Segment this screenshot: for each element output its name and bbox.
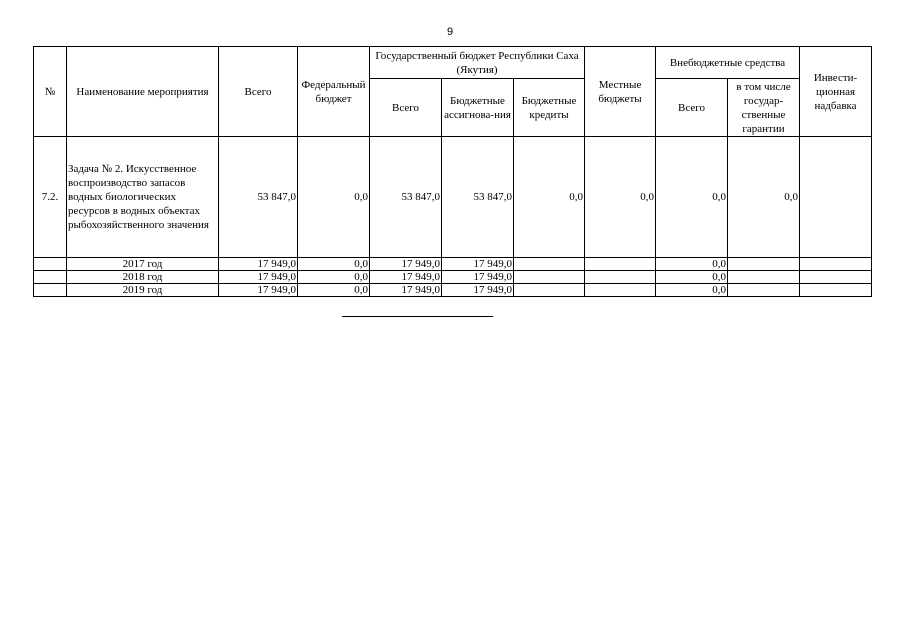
header-extra-budget: Внебюджетные средства: [656, 47, 800, 79]
year-invest: [800, 258, 872, 271]
header-state-credits: Бюджетные кредиты: [514, 79, 585, 137]
task-name: Задача № 2. Искусственное воспроизводство запасов водных биологических ресурсов в водных объектах рыбохозяйственного значения: [67, 137, 219, 258]
task-federal: 0,0: [298, 137, 370, 258]
year-total: 17 949,0: [219, 271, 298, 284]
year-federal: 0,0: [298, 284, 370, 297]
year-row: [34, 271, 872, 284]
year-federal: 0,0: [298, 271, 370, 284]
year-extra-total: 0,0: [656, 284, 728, 297]
year-state-allocations: 17 949,0: [442, 284, 514, 297]
header-federal: Федеральный бюджет: [298, 47, 370, 137]
header-total: Всего: [219, 47, 298, 137]
year-local: [585, 271, 656, 284]
task-extra-total: 0,0: [656, 137, 728, 258]
year-extra-guarantees: [728, 271, 800, 284]
year-extra-total: 0,0: [656, 258, 728, 271]
year-local: [585, 284, 656, 297]
header-local: Местные бюджеты: [585, 47, 656, 137]
year-federal: 0,0: [298, 258, 370, 271]
page-number: 9: [447, 26, 454, 38]
header-no: №: [34, 47, 67, 137]
header-name: Наименование мероприятия: [67, 47, 219, 137]
year-state-allocations: 17 949,0: [442, 258, 514, 271]
year-row: [34, 258, 872, 271]
header-extra-guarantees: в том числе государ-ственные гарантии: [728, 79, 800, 137]
header-state-allocations: Бюджетные ассигнова-ния: [442, 79, 514, 137]
task-state-total: 53 847,0: [370, 137, 442, 258]
year-label: 2018 год: [67, 271, 219, 284]
task-total: 53 847,0: [219, 137, 298, 258]
header-state-total: Всего: [370, 79, 442, 137]
year-label: 2019 год: [67, 284, 219, 297]
year-no: [34, 284, 67, 297]
year-label: 2017 год: [67, 258, 219, 271]
year-state-credits: [514, 284, 585, 297]
task-extra-guarantees: 0,0: [728, 137, 800, 258]
year-invest: [800, 284, 872, 297]
year-state-total: 17 949,0: [370, 258, 442, 271]
task-row: [34, 137, 872, 258]
task-state-allocations: 53 847,0: [442, 137, 514, 258]
year-invest: [800, 271, 872, 284]
year-state-allocations: 17 949,0: [442, 271, 514, 284]
header-invest: Инвести-ционная надбавка: [800, 47, 872, 137]
year-state-credits: [514, 271, 585, 284]
header-extra-total: Всего: [656, 79, 728, 137]
task-no: 7.2.: [34, 137, 67, 258]
task-local: 0,0: [585, 137, 656, 258]
year-extra-guarantees: [728, 258, 800, 271]
budget-table: [33, 46, 872, 297]
year-total: 17 949,0: [219, 284, 298, 297]
footnote-divider: [342, 316, 493, 317]
year-row: [34, 284, 872, 297]
year-no: [34, 271, 67, 284]
task-state-credits: 0,0: [514, 137, 585, 258]
year-extra-total: 0,0: [656, 271, 728, 284]
task-invest: [800, 137, 872, 258]
year-state-total: 17 949,0: [370, 271, 442, 284]
year-no: [34, 258, 67, 271]
year-state-credits: [514, 258, 585, 271]
year-local: [585, 258, 656, 271]
year-state-total: 17 949,0: [370, 284, 442, 297]
year-extra-guarantees: [728, 284, 800, 297]
year-total: 17 949,0: [219, 258, 298, 271]
header-state-budget: Государственный бюджет Республики Саха (Якутия): [370, 47, 585, 79]
